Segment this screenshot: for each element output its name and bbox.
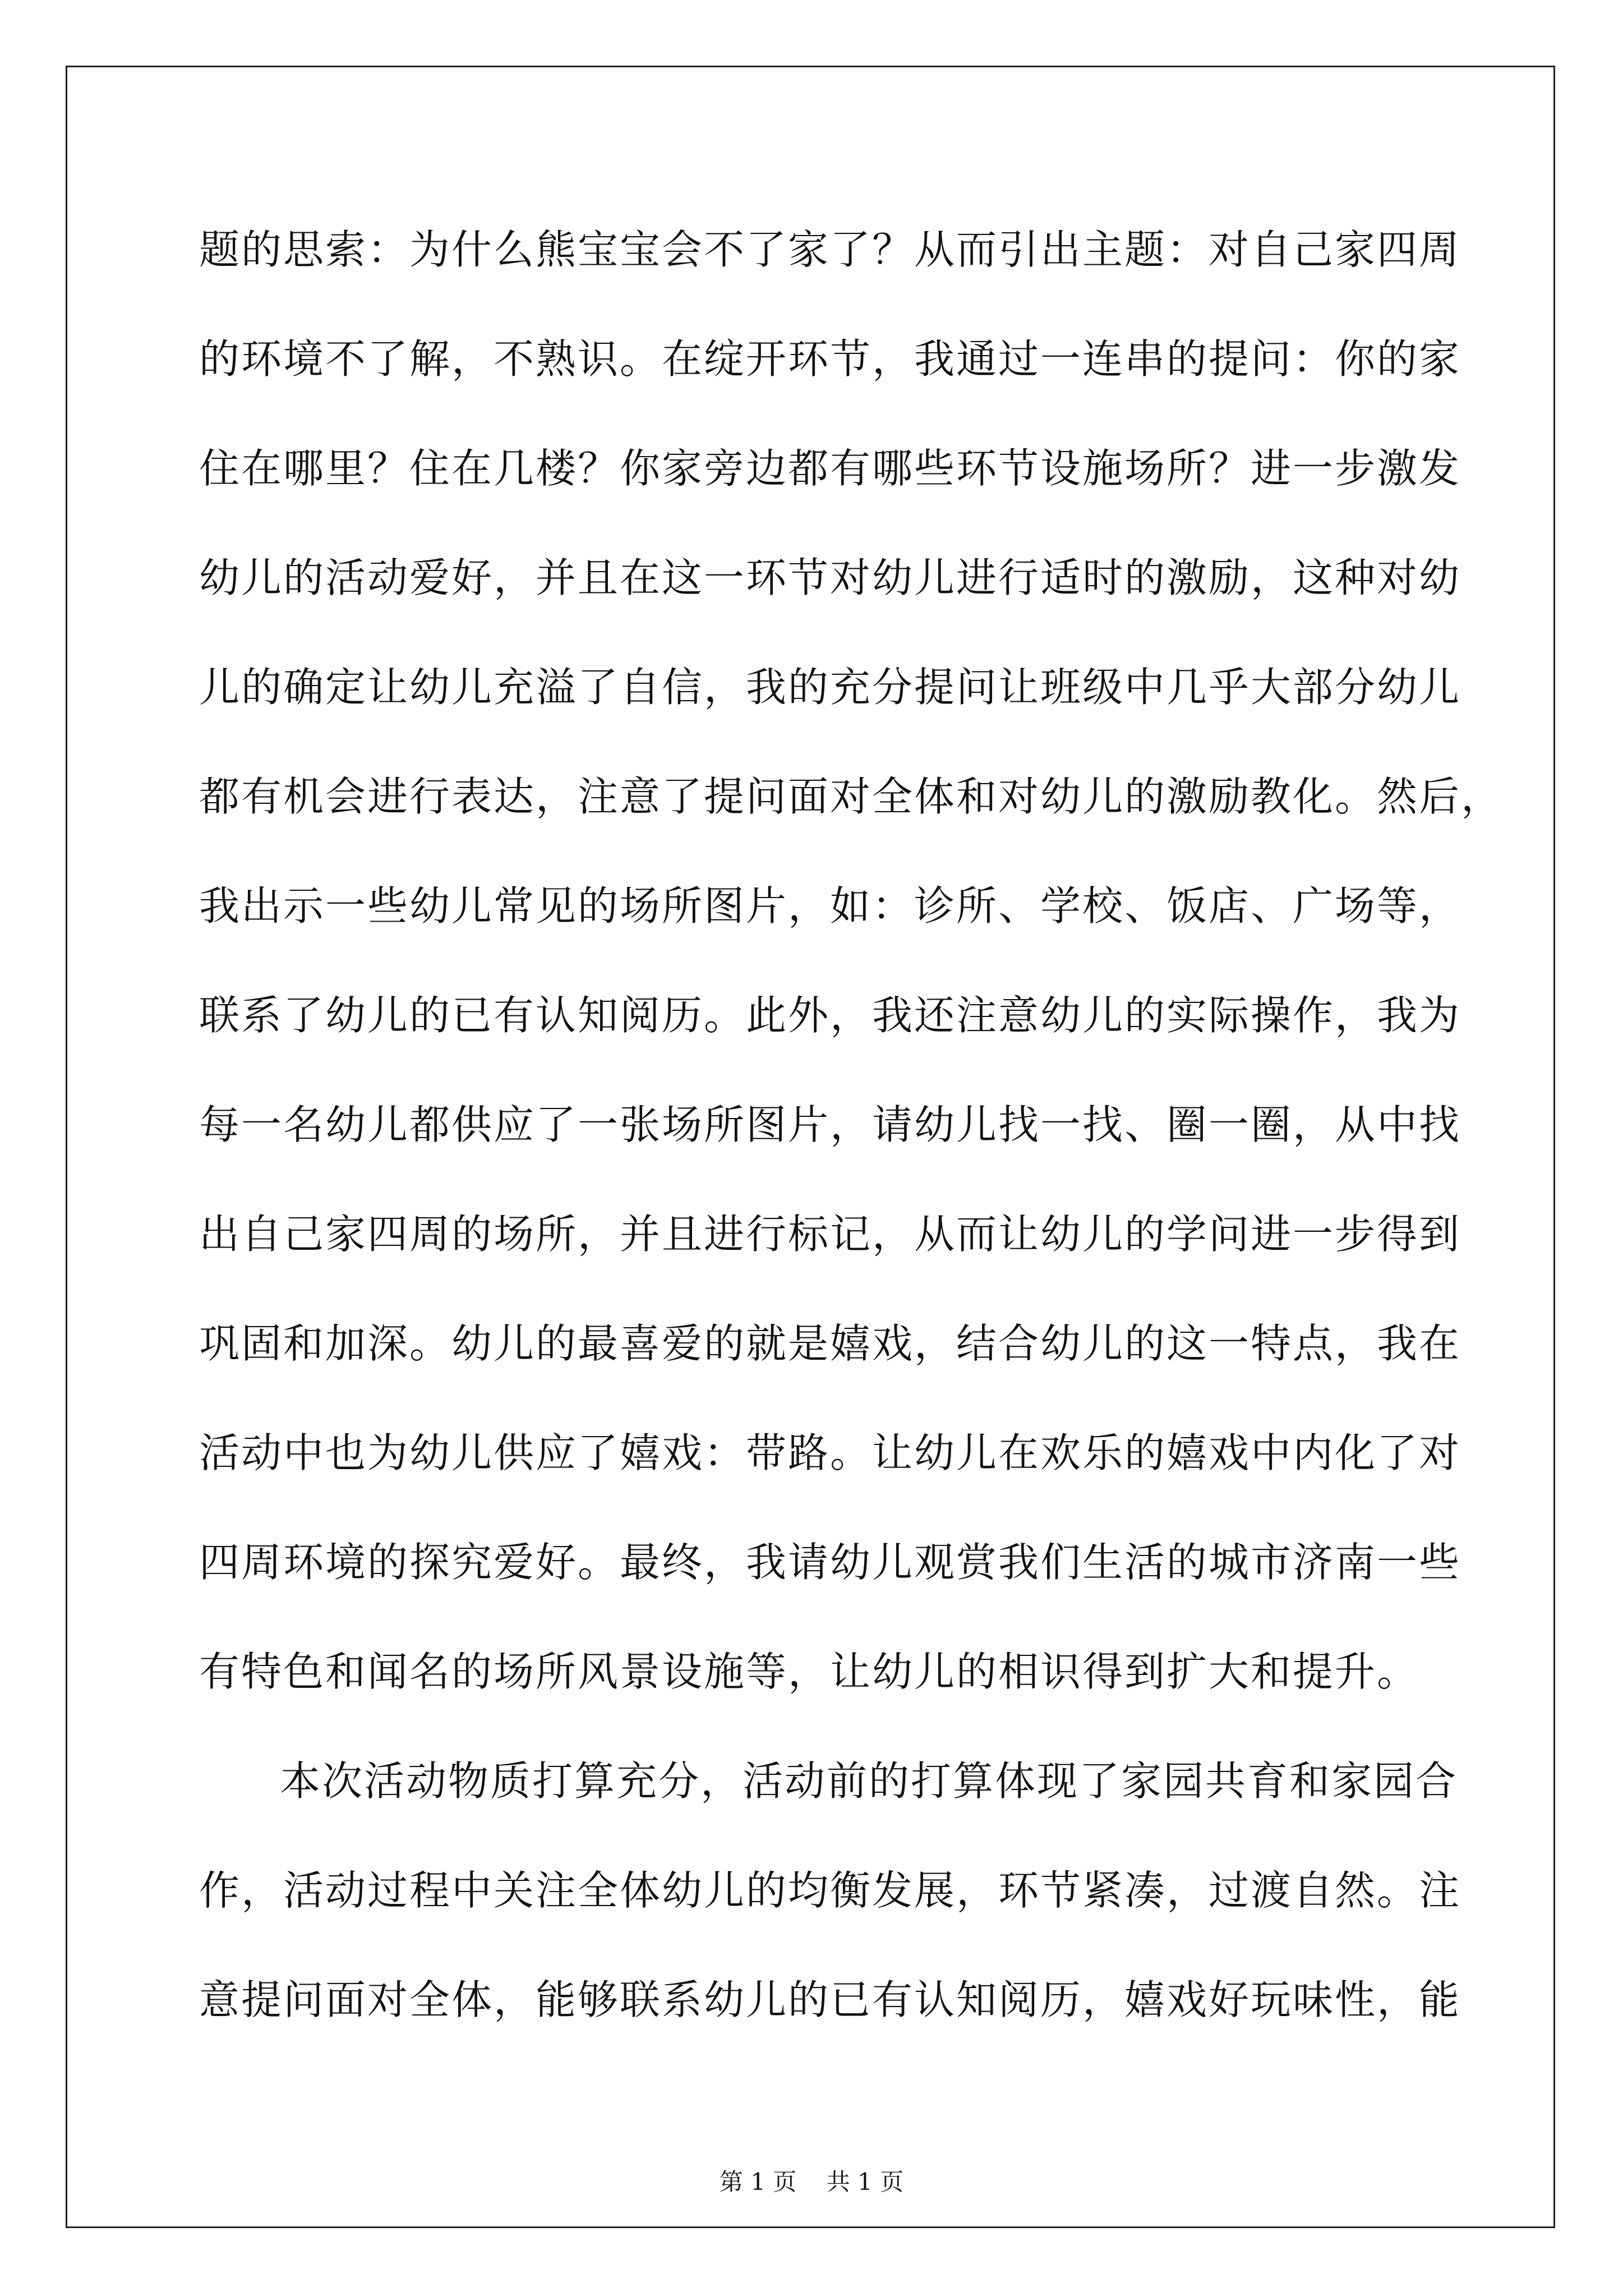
text-line: 出自己家四周的场所，并且进行标记，从而让幼儿的学问进一步得到 — [199, 1211, 1461, 1258]
text-line: 每一名幼儿都供应了一张场所图片，请幼儿找一找、圈一圈，从中找 — [199, 1101, 1461, 1148]
text-line: 巩固和加深。幼儿的最喜爱的就是嬉戏，结合幼儿的这一特点，我在 — [199, 1320, 1461, 1367]
page-footer — [0, 2165, 1623, 2199]
text-line: 有特色和闻名的场所风景设施等，让幼儿的相识得到扩大和提升。 — [199, 1648, 1419, 1695]
text-line: 都有机会进行表达，注意了提问面对全体和对幼儿的激励教化。然后， — [199, 773, 1504, 820]
text-line: 作，活动过程中关注全体幼儿的均衡发展，环节紧凑，过渡自然。注 — [199, 1867, 1461, 1914]
text-line: 住在哪里？住在几楼？你家旁边都有哪些环节设施场所？进一步激发 — [199, 445, 1461, 492]
document-body — [199, 208, 1504, 2067]
text-line: 四周环境的探究爱好。最终，我请幼儿观赏我们生活的城市济南一些 — [199, 1539, 1461, 1586]
text-line: 意提问面对全体，能够联系幼儿的已有认知阅历，嬉戏好玩味性，能 — [199, 1976, 1461, 2023]
text-line: 儿的确定让幼儿充溢了自信，我的充分提问让班级中几乎大部分幼儿 — [199, 664, 1461, 711]
page-total: 共 1 页 — [826, 2168, 904, 2196]
text-line: 的环境不了解，不熟识。在绽开环节，我通过一连串的提问：你的家 — [199, 335, 1461, 383]
text-line: 联系了幼儿的已有认知阅历。此外，我还注意幼儿的实际操作，我为 — [199, 992, 1461, 1039]
page-number: 第 1 页 — [719, 2168, 797, 2196]
text-line: 活动中也为幼儿供应了嬉戏：带路。让幼儿在欢乐的嬉戏中内化了对 — [199, 1429, 1461, 1476]
text-line: 我出示一些幼儿常见的场所图片，如：诊所、学校、饭店、广场等， — [199, 882, 1461, 930]
text-line: 幼儿的活动爱好，并且在这一环节对幼儿进行适时的激励，这种对幼 — [199, 554, 1461, 601]
text-line: 题的思索：为什么熊宝宝会不了家了？从而引出主题：对自己家四周 — [199, 226, 1461, 273]
paragraph-start-line: 本次活动物质打算充分，活动前的打算体现了家园共育和家园合 — [280, 1757, 1458, 1805]
